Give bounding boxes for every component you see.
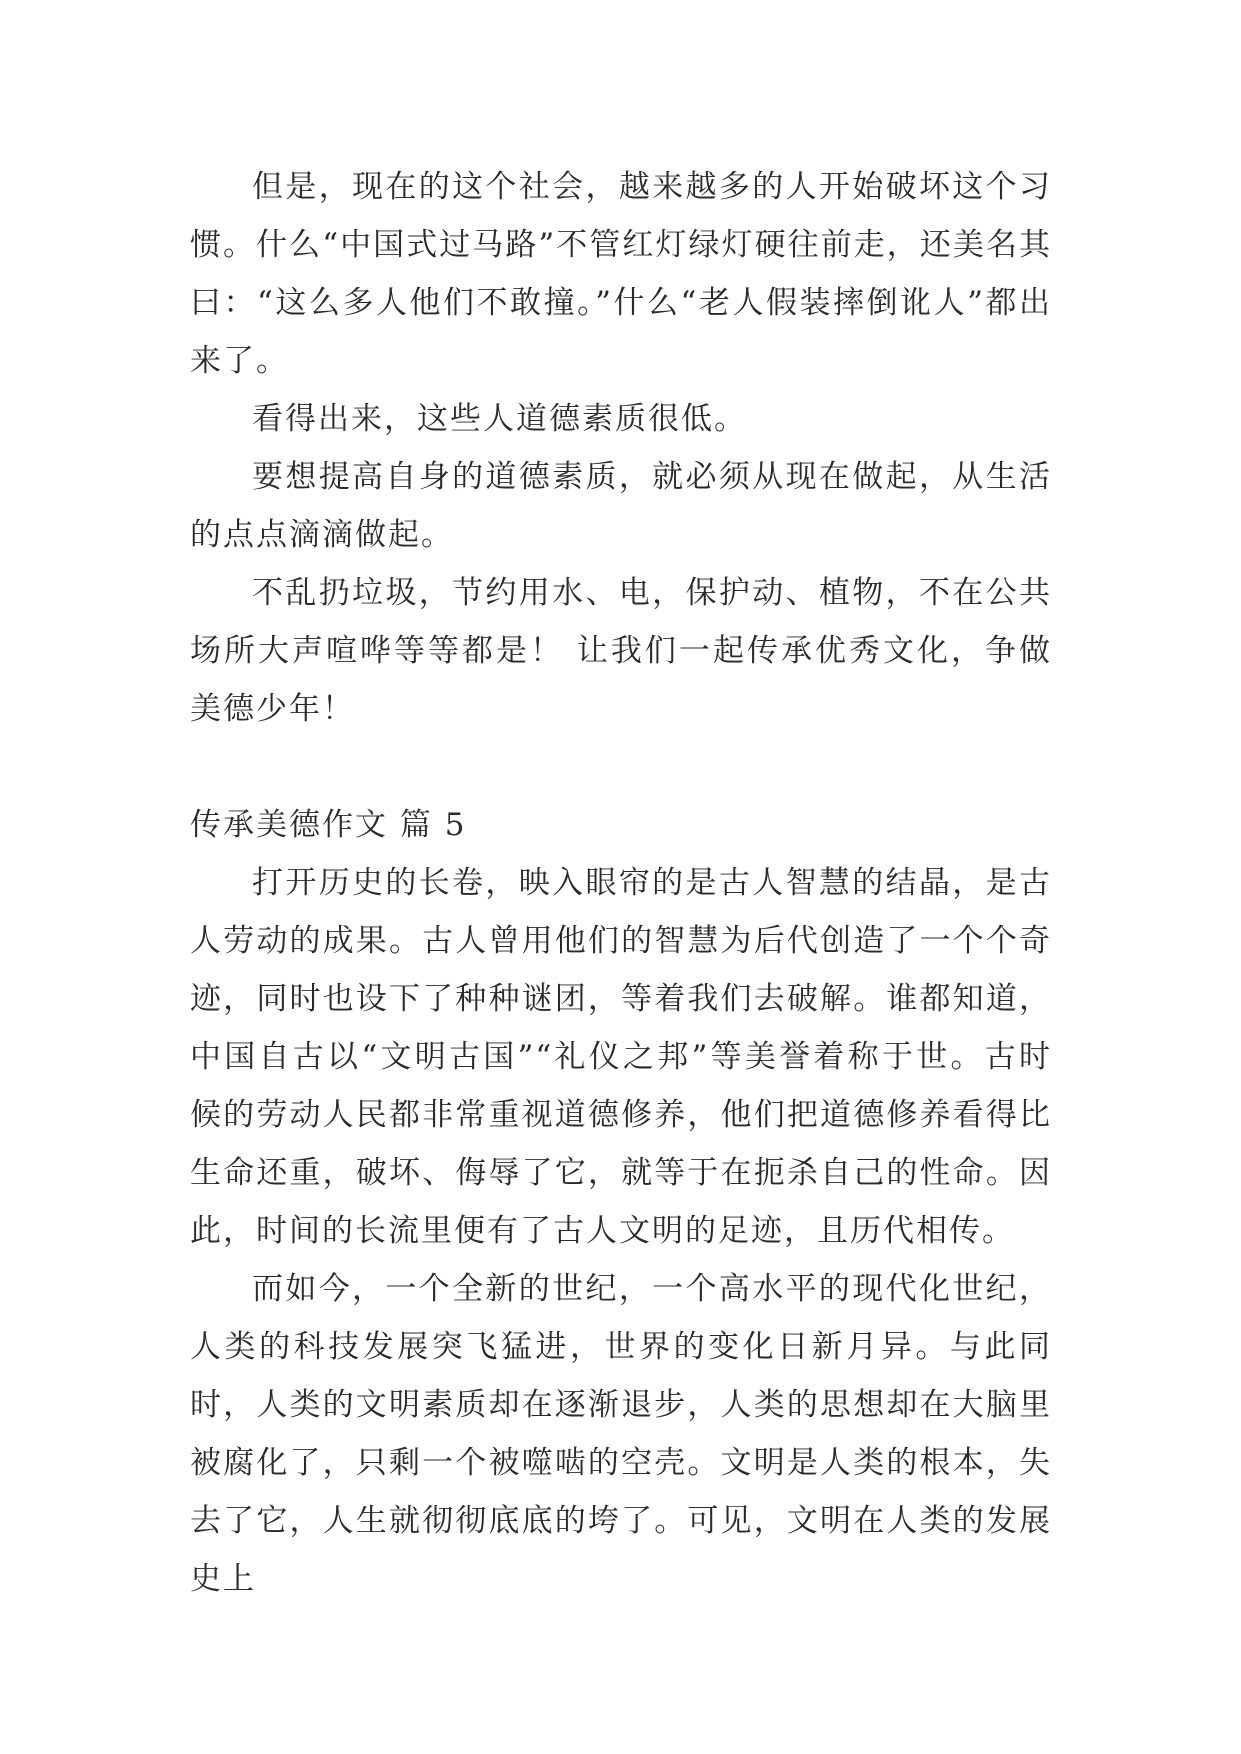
body-paragraph: 看得出来，这些人道德素质很低。 xyxy=(252,401,747,437)
body-paragraph: 但是，现在的这个社会，越来越多的人开始破坏这个习惯。什么“中国式过马路”不管红灯绿灯硬往前走，还美名其曰：“这么多人他们不敢撞。”什么“老人假装摔倒讹人”都出来了。 xyxy=(190,169,1052,379)
section-heading: 传承美德作文 篇 5 xyxy=(190,807,467,843)
document-body xyxy=(190,158,1052,1608)
body-paragraph: 要想提高自身的道德素质，就必须从现在做起，从生活的点点滴滴做起。 xyxy=(190,459,1052,553)
body-paragraph: 不乱扔垃圾，节约用水、电，保护动、植物，不在公共场所大声喧哗等等都是！ 让我们一起传承优秀文化，争做美德少年！ xyxy=(190,575,1052,727)
body-paragraph: 而如今，一个全新的世纪，一个高水平的现代化世纪，人类的科技发展突飞猛进，世界的变化日新月异。与此同时，人类的文明素质却在逐渐退步，人类的思想却在大脑里被腐化了，只剩一个被噬啮的空壳。文明是人类的根本，失去了它，人生就彻彻底底的垮了。可见，文明在人类的发展史上 xyxy=(190,1271,1052,1597)
body-paragraph: 打开历史的长卷，映入眼帘的是古人智慧的结晶，是古人劳动的成果。古人曾用他们的智慧为后代创造了一个个奇迹，同时也设下了种种谜团，等着我们去破解。谁都知道，中国自古以“文明古国”“礼仪之邦”等美誉着称于世。古时候的劳动人民都非常重视道德修养，他们把道德修养看得比生命还重，破坏、侮辱了它，就等于在扼杀自己的性命。因此，时间的长流里便有了古人文明的足迹，且历代相传。 xyxy=(190,865,1052,1249)
